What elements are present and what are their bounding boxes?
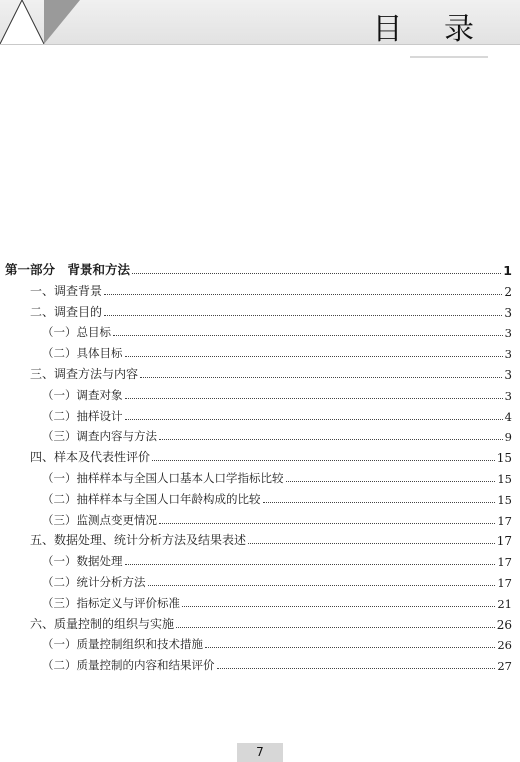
header-chevron-decoration [0, 0, 90, 44]
toc-entry-page: 17 [497, 513, 512, 528]
toc-entry[interactable] [30, 300, 512, 320]
toc-entry[interactable] [42, 508, 512, 528]
toc-entry-label: 五、数据处理、统计分析方法及结果表述 [30, 533, 247, 548]
toc-entry-page: 3 [504, 388, 512, 403]
toc-dot-leader [125, 419, 503, 420]
toc-entry-page: 27 [497, 659, 512, 674]
toc-entry-page: 3 [504, 305, 512, 320]
toc-entry-page: 4 [504, 409, 512, 424]
toc-entry[interactable] [30, 279, 512, 299]
toc-entry-label: （二）抽样设计 [42, 408, 123, 423]
toc-entry[interactable] [42, 653, 512, 673]
toc-entry-label: 二、调查目的 [30, 304, 103, 319]
toc-entry-label: （三）监测点变更情况 [42, 512, 157, 527]
toc-entry-label: 第一部分 背景和方法 [5, 262, 131, 277]
toc-entry[interactable] [42, 487, 512, 507]
toc-dot-leader [113, 335, 503, 336]
toc-entry-page: 2 [504, 284, 512, 299]
toc-dot-leader [205, 647, 495, 648]
toc-entry-label: （二）质量控制的内容和结果评价 [42, 658, 215, 673]
title-underline [410, 56, 488, 58]
toc-entry-label: （二）统计分析方法 [42, 575, 146, 589]
toc-entry-page: 3 [504, 326, 512, 341]
toc-entry-label: 一、调查背景 [30, 283, 103, 298]
toc-dot-leader [159, 523, 495, 524]
toc-entry[interactable] [42, 549, 512, 569]
toc-dot-leader [217, 668, 496, 669]
toc-entry-page: 26 [497, 638, 512, 653]
toc-entry[interactable] [42, 320, 512, 340]
toc-entry[interactable] [30, 612, 512, 632]
toc-entry[interactable] [42, 466, 512, 486]
toc-dot-leader [104, 315, 502, 316]
toc-entry-label: （二）抽样样本与全国人口年龄构成的比较 [42, 491, 261, 506]
toc-dot-leader [152, 460, 495, 461]
toc-entry-page: 3 [504, 347, 512, 362]
toc-entry[interactable] [30, 445, 512, 465]
toc-entry-label: 六、质量控制的组织与实施 [30, 616, 175, 631]
toc-entry[interactable] [42, 632, 512, 652]
toc-entry-label: （三）指标定义与评价标准 [42, 595, 180, 610]
toc-entry-label: （一）质量控制组织和技术措施 [42, 637, 203, 652]
toc-entry-page: 1 [503, 263, 512, 278]
toc-dot-leader [125, 564, 496, 565]
page-title: 目 录 [372, 12, 490, 47]
toc-entry[interactable] [42, 570, 512, 590]
toc-entry[interactable] [42, 404, 512, 424]
toc-entry-page: 26 [496, 617, 512, 632]
toc-dot-leader [248, 543, 495, 544]
toc-entry-label: （二）具体目标 [42, 346, 123, 361]
toc-entry-page: 17 [497, 555, 512, 570]
page-number: 7 [237, 743, 283, 762]
toc-entry-page: 15 [497, 492, 512, 507]
toc-dot-leader [104, 294, 502, 295]
toc-entry-label: （一）总目标 [42, 325, 111, 340]
toc-entry-label: （一）抽样样本与全国人口基本人口学指标比较 [42, 471, 284, 485]
toc-entry-page: 15 [497, 472, 512, 486]
toc-entry[interactable] [30, 528, 512, 548]
toc-entry-label: （一）数据处理 [42, 554, 123, 569]
toc-entry-page: 15 [496, 451, 512, 466]
toc-dot-leader [125, 356, 503, 357]
toc-dot-leader [140, 377, 502, 378]
toc-entry-page: 17 [496, 534, 512, 549]
toc-entry-page: 21 [497, 596, 512, 611]
toc-entry-label: 三、调查方法与内容 [30, 367, 139, 381]
toc-entry-label: （三）调查内容与方法 [42, 429, 157, 444]
toc-entry[interactable] [42, 424, 512, 444]
toc-dot-leader [125, 398, 503, 399]
toc-dot-leader [182, 606, 495, 607]
toc-dot-leader [263, 502, 496, 503]
toc-entry[interactable] [42, 591, 512, 611]
toc-entry[interactable] [42, 341, 512, 361]
toc-entry[interactable] [42, 383, 512, 403]
toc-entry-label: （一）调查对象 [42, 387, 123, 402]
toc-dot-leader [132, 273, 501, 274]
toc-dot-leader [159, 439, 503, 440]
toc-entry-page: 3 [504, 368, 512, 382]
toc-dot-leader [176, 627, 495, 628]
toc-dot-leader [148, 585, 496, 586]
toc-entry-page: 17 [497, 576, 512, 590]
toc-entry-page: 9 [504, 430, 512, 445]
toc-entry[interactable] [5, 258, 512, 278]
toc-entry[interactable] [30, 362, 512, 382]
toc-dot-leader [286, 481, 496, 482]
toc-entry-label: 四、样本及代表性评价 [30, 450, 151, 465]
